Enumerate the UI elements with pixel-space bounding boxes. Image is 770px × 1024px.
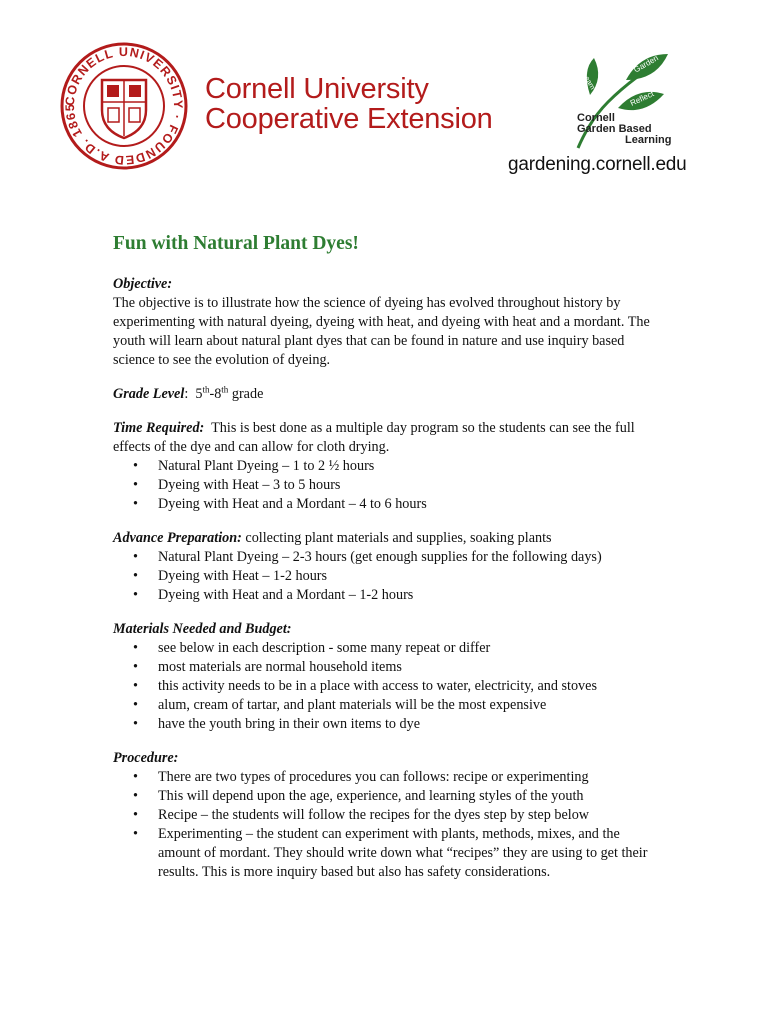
time-required-section: [113, 419, 663, 514]
svg-text:CORNELL UNIVERSITY · FOUNDED A: CORNELL UNIVERSITY · FOUNDED A.D. 1865: [62, 44, 186, 168]
list-item: • This will depend upon the age, experience, and learning styles of the youth: [113, 787, 663, 806]
materials-list: [113, 639, 663, 734]
time-required-list: [113, 457, 663, 514]
advance-preparation-section: [113, 529, 663, 605]
list-item: • Experimenting – the student can experiment with plants, methods, mixes, and the amount of mordant. They should write down what “recipes” they are using to get their results. This is more inquiry based but also has safety considerations.: [113, 825, 663, 882]
time-required-intro: [113, 419, 663, 457]
list-item: • Recipe – the students will follow the recipes for the dyes step by step below: [113, 806, 663, 825]
grade-level-label: Grade Level: [113, 386, 185, 402]
leaf-word-learn: Learn: [580, 72, 596, 92]
cgbl-line1: Cornell: [577, 112, 615, 124]
document-title: Fun with Natural Plant Dyes!: [113, 233, 359, 254]
leaf-word-reflect: Reflect: [628, 89, 656, 108]
organization-name: [205, 74, 493, 134]
time-required-text: This is best done as a multiple day program so the students can see the full effects of the dye and can allow for cloth drying.: [113, 420, 635, 455]
list-item: • alum, cream of tartar, and plant materials will be the most expensive: [113, 696, 663, 715]
objective-text: The objective is to illustrate how the science of dyeing has evolved throughout history by experimenting with natural dyeing, dyeing with heat, and dyeing with heat and a mordant. The youth will learn about natural plant dyes that can be found in nature and use inquiry based science to see the evolution of dyeing.: [113, 295, 650, 368]
website-url: gardening.cornell.edu: [508, 154, 687, 175]
list-item: • Natural Plant Dyeing – 1 to 2 ½ hours: [113, 457, 663, 476]
list-item: • Dyeing with Heat – 1-2 hours: [113, 567, 663, 586]
advance-preparation-label: Advance Preparation:: [113, 530, 242, 546]
cgbl-line2: Garden Based: [577, 123, 652, 135]
objective-section: [113, 275, 663, 370]
list-item: • have the youth bring in their own items to dye: [113, 715, 663, 734]
org-name-line2: Cooperative Extension: [205, 103, 493, 135]
list-item: • Natural Plant Dyeing – 2-3 hours (get enough supplies for the following days): [113, 548, 663, 567]
cornell-seal-logo: [60, 42, 188, 170]
procedure-list: [113, 768, 663, 882]
garden-learning-text: [577, 113, 671, 146]
advance-preparation-intro: [113, 529, 663, 548]
materials-label: Materials Needed and Budget:: [113, 621, 292, 637]
grade-end: -8: [209, 386, 222, 402]
grade-level-line: [113, 385, 663, 404]
time-required-label: Time Required:: [113, 420, 205, 436]
grade-level-colon: :: [184, 386, 189, 402]
document-body: [113, 232, 663, 897]
grade-start-sup: th: [202, 384, 210, 395]
list-item: • There are two types of procedures you can follows: recipe or experimenting: [113, 768, 663, 787]
leaf-word-garden: Garden: [632, 53, 660, 75]
grade-end-sup: th: [221, 384, 229, 395]
org-name-line1: Cornell University: [205, 73, 429, 105]
list-item: • Dyeing with Heat and a Mordant – 4 to 6 hours: [113, 495, 663, 514]
procedure-section: [113, 749, 663, 882]
grade-suffix: grade: [228, 386, 264, 402]
list-item: • Dyeing with Heat – 3 to 5 hours: [113, 476, 663, 495]
procedure-label: Procedure:: [113, 750, 179, 766]
list-item: • this activity needs to be in a place with access to water, electricity, and stoves: [113, 677, 663, 696]
list-item: • most materials are normal household items: [113, 658, 663, 677]
letterhead: [0, 0, 770, 200]
objective-label: Objective:: [113, 276, 173, 292]
advance-preparation-list: [113, 548, 663, 605]
grade-level-section: [113, 385, 663, 404]
materials-section: [113, 620, 663, 734]
advance-preparation-text: collecting plant materials and supplies, soaking plants: [245, 530, 552, 546]
cgbl-line3: Learning: [625, 134, 672, 146]
list-item: • see below in each description - some many repeat or differ: [113, 639, 663, 658]
list-item: • Dyeing with Heat and a Mordant – 1-2 hours: [113, 586, 663, 605]
grade-start: 5: [195, 386, 203, 402]
